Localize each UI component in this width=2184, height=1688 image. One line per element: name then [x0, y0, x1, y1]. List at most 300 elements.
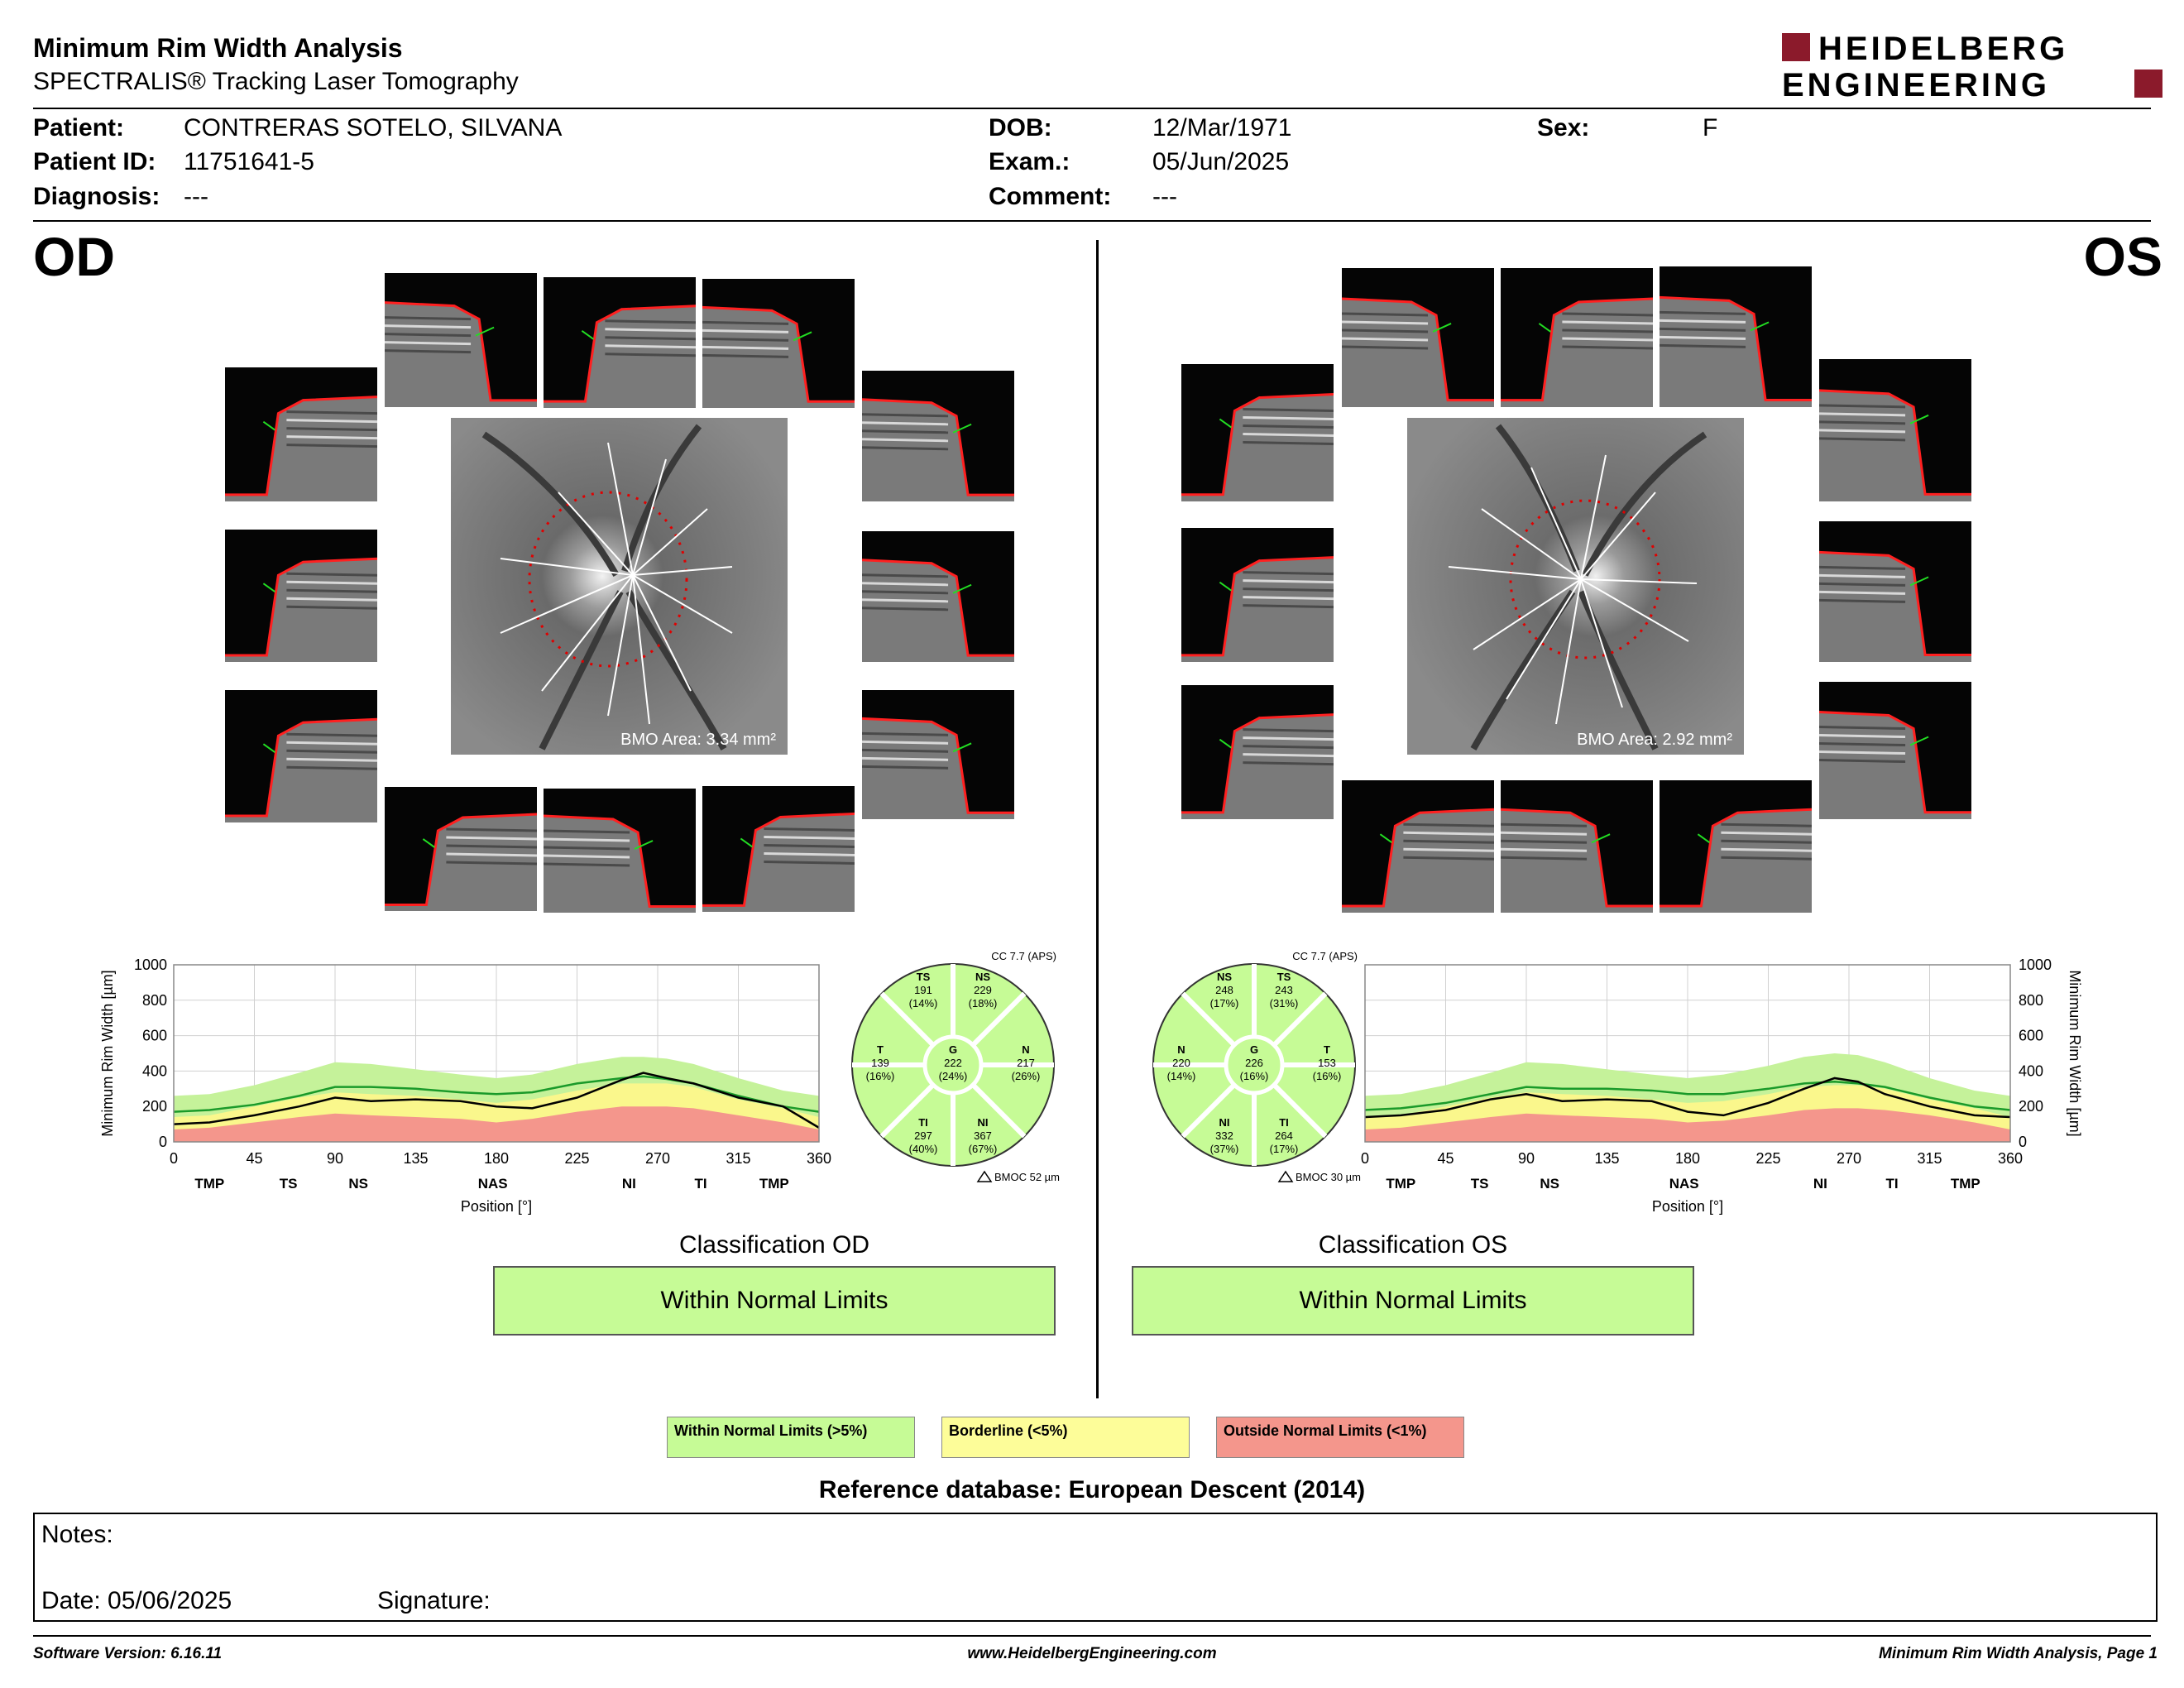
- bscan-layer: [286, 607, 377, 608]
- bscan-layer: [385, 318, 471, 319]
- x-tick-label: 0: [1360, 1150, 1370, 1167]
- bscan-layer: [1819, 592, 1905, 593]
- os-rim-width-chart: [1357, 952, 2101, 1233]
- bscan-layer: [1819, 744, 1905, 746]
- os-bscan: [1342, 268, 1494, 407]
- bscan-layer: [286, 759, 377, 760]
- bscan-layer: [1721, 849, 1812, 851]
- od-bscan: [385, 273, 537, 407]
- bscan-layer: [1243, 418, 1334, 420]
- y-tick-label: 1000: [133, 957, 167, 973]
- legend-outside-normal: Outside Normal Limits (<1%): [1216, 1417, 1464, 1458]
- bscan-layer: [1819, 736, 1905, 737]
- bscan-layer: [1243, 410, 1334, 411]
- bscan-layer: [1243, 581, 1334, 583]
- bscan-layer: [1562, 314, 1653, 315]
- x-tick-label: 225: [1755, 1150, 1781, 1167]
- sector-value: 367: [974, 1129, 992, 1142]
- bscan-layer: [1501, 824, 1587, 826]
- bscan-layer: [446, 854, 537, 856]
- patient-label: Patient:: [33, 114, 125, 141]
- bscan-layer: [1562, 347, 1653, 348]
- sector-label: TMP: [1950, 1176, 1980, 1192]
- bscan-layer: [764, 845, 855, 846]
- x-tick-label: 360: [1997, 1150, 2024, 1167]
- cc-label: CC 7.7 (APS): [991, 950, 1056, 962]
- bscan-layer: [862, 439, 948, 441]
- bscan-layer: [1501, 832, 1587, 834]
- bmoc-label: BMOC 30 µm: [1296, 1171, 1362, 1183]
- mrw-marker: [582, 331, 593, 339]
- sector-label: NAS: [477, 1176, 508, 1192]
- sector-name: TI: [918, 1116, 928, 1129]
- y-tick-label: 200: [2019, 1098, 2044, 1115]
- bscan-layer: [1721, 832, 1812, 834]
- header-divider: [33, 108, 2151, 109]
- bscan-layer: [1819, 405, 1905, 407]
- sector-percent: (26%): [1011, 1070, 1041, 1082]
- logo-line1: HEIDELBERG: [1818, 31, 2069, 67]
- bscan-layer: [702, 338, 788, 340]
- bscan-layer: [1243, 755, 1334, 756]
- x-tick-label: 270: [1836, 1150, 1862, 1167]
- bscan-layer: [1342, 338, 1428, 340]
- mrw-marker: [1219, 740, 1231, 748]
- od-sector-chart: [837, 945, 1069, 1185]
- notes-box[interactable]: [33, 1513, 2158, 1622]
- os-bscan: [1819, 682, 1971, 819]
- bscan-layer: [286, 742, 377, 744]
- cc-label: CC 7.7 (APS): [1292, 950, 1358, 962]
- sector-name: N: [1022, 1043, 1030, 1056]
- report-subtitle: SPECTRALIS® Tracking Laser Tomography: [33, 68, 519, 95]
- sector-value: 153: [1318, 1057, 1336, 1069]
- bscan-layer: [1243, 589, 1334, 591]
- sector-label: NS: [348, 1176, 368, 1192]
- sector-name: NS: [975, 971, 991, 983]
- bscan-layer: [286, 767, 377, 769]
- y-tick-label: 0: [2019, 1134, 2028, 1150]
- os-classification-title: Classification OS: [1318, 1231, 1508, 1259]
- sector-percent: (14%): [908, 997, 938, 1009]
- os-bscan: [1660, 780, 1812, 913]
- info-divider: [33, 220, 2151, 222]
- bscan-layer: [385, 343, 471, 344]
- sector-value: 139: [871, 1057, 889, 1069]
- bscan-layer: [544, 847, 630, 849]
- sector-percent: (17%): [1269, 1143, 1299, 1155]
- sector-name: T: [877, 1043, 884, 1056]
- os-bscan: [1819, 359, 1971, 501]
- bscan-layer: [1819, 600, 1905, 602]
- bscan-layer: [1403, 841, 1494, 842]
- comment-value: ---: [1152, 183, 1177, 210]
- bscan-layer: [1501, 857, 1587, 859]
- bscan-layer: [1403, 849, 1494, 851]
- bscan-layer: [862, 575, 948, 577]
- bscan-layer: [1243, 443, 1334, 444]
- sector-label: TMP: [194, 1176, 225, 1192]
- os-fundus-image: [1407, 418, 1744, 755]
- mrw-marker: [263, 744, 275, 752]
- od-bscan: [544, 277, 696, 408]
- bscan-layer: [544, 856, 630, 857]
- patient-id-label: Patient ID:: [33, 148, 156, 175]
- sex-value: F: [1703, 114, 1718, 141]
- bscan-layer: [1721, 841, 1812, 842]
- y-tick-label: 400: [141, 1062, 167, 1080]
- bscan-layer: [862, 592, 948, 593]
- bscan-layer: [1243, 573, 1334, 574]
- bscan-layer: [764, 828, 855, 830]
- footer-divider: [33, 1635, 2151, 1637]
- mrw-marker: [1698, 834, 1709, 842]
- bscan-layer: [1819, 583, 1905, 585]
- sector-label: NAS: [1669, 1176, 1699, 1192]
- od-bscan: [544, 789, 696, 913]
- sector-percent: (17%): [1209, 997, 1239, 1009]
- bscan-layer: [1243, 746, 1334, 748]
- sector-value: 297: [914, 1129, 932, 1142]
- sector-percent: (14%): [1166, 1070, 1196, 1082]
- bscan-layer: [1562, 338, 1653, 340]
- software-version: Software Version: 6.16.11: [33, 1645, 223, 1662]
- website-link[interactable]: www.HeidelbergEngineering.com: [967, 1645, 1217, 1662]
- dob-label: DOB:: [989, 114, 1052, 141]
- bscan-layer: [544, 864, 630, 866]
- mrw-marker: [263, 583, 275, 592]
- sector-value: 243: [1275, 984, 1293, 996]
- os-sector-chart: [1138, 945, 1370, 1185]
- bscan-layer: [1342, 314, 1428, 315]
- sector-name: N: [1177, 1043, 1185, 1056]
- bscan-layer: [862, 750, 948, 751]
- bscan-layer: [702, 322, 788, 324]
- x-tick-label: 180: [1674, 1150, 1701, 1167]
- sector-name: NI: [1219, 1116, 1230, 1129]
- mrw-marker: [263, 422, 275, 430]
- bscan-layer: [446, 829, 537, 831]
- sector-label: TS: [1470, 1176, 1489, 1192]
- od-bmo-area: BMO Area: 3.34 mm²: [620, 731, 776, 749]
- bscan-layer: [1819, 430, 1905, 432]
- sector-name: TS: [1276, 971, 1291, 983]
- x-tick-label: 360: [806, 1150, 832, 1167]
- bscan-layer: [1660, 328, 1746, 330]
- bscan-layer: [286, 437, 377, 439]
- bscan-layer: [605, 329, 696, 331]
- x-tick-label: 135: [403, 1150, 429, 1167]
- patient-value: CONTRERAS SOTELO, SILVANA: [184, 114, 563, 141]
- sector-percent: (18%): [968, 997, 998, 1009]
- sector-name: G: [1249, 1043, 1259, 1056]
- bscan-layer: [286, 582, 377, 583]
- od-label: OD: [33, 226, 115, 287]
- x-tick-label: 135: [1594, 1150, 1620, 1167]
- x-axis-label: Position [°]: [1651, 1198, 1724, 1215]
- os-bscan: [1819, 521, 1971, 662]
- bscan-layer: [1660, 345, 1746, 347]
- y-tick-label: 1000: [2019, 957, 2052, 973]
- bscan-layer: [1819, 727, 1905, 729]
- bscan-layer: [385, 326, 471, 328]
- eye-divider: [1096, 240, 1099, 1398]
- os-bscan: [1342, 780, 1494, 913]
- bscan-layer: [446, 846, 537, 847]
- bscan-layer: [764, 853, 855, 855]
- os-bscan: [1181, 685, 1334, 819]
- bscan-layer: [1243, 606, 1334, 607]
- os-bscan: [1181, 528, 1334, 662]
- exam-value: 05/Jun/2025: [1152, 148, 1290, 175]
- sector-name: T: [1324, 1043, 1330, 1056]
- sector-label: NI: [1813, 1176, 1827, 1192]
- x-tick-label: 225: [564, 1150, 590, 1167]
- bscan-layer: [1660, 337, 1746, 338]
- sector-percent: (16%): [865, 1070, 895, 1082]
- sector-value: 332: [1215, 1129, 1233, 1142]
- bscan-layer: [1403, 824, 1494, 826]
- patient-id-value: 11751641-5: [184, 148, 314, 175]
- sector-value: 220: [1172, 1057, 1190, 1069]
- sector-value: 264: [1275, 1129, 1293, 1142]
- bscan-layer: [286, 429, 377, 430]
- sector-percent: (16%): [1239, 1070, 1269, 1082]
- signature-label: Signature:: [377, 1587, 491, 1614]
- bscan-layer: [1819, 439, 1905, 440]
- os-classification-result: Within Normal Limits: [1132, 1266, 1694, 1336]
- bscan-layer: [385, 334, 471, 336]
- bscan-layer: [1501, 849, 1587, 851]
- od-bscan: [225, 690, 377, 822]
- od-bscan: [862, 531, 1014, 662]
- x-tick-label: 45: [246, 1150, 263, 1167]
- bscan-layer: [1721, 824, 1812, 826]
- mrw-marker: [423, 839, 434, 847]
- sector-label: TI: [1885, 1176, 1899, 1192]
- y-tick-label: 800: [2019, 991, 2044, 1009]
- os-bscan: [1181, 364, 1334, 501]
- od-bscan: [862, 371, 1014, 501]
- od-bscan: [862, 690, 1014, 819]
- bscan-layer: [862, 608, 948, 610]
- y-tick-label: 0: [158, 1134, 167, 1150]
- bscan-layer: [1501, 841, 1587, 842]
- bscan-layer: [286, 598, 377, 600]
- bscan-layer: [446, 862, 537, 864]
- sector-label: NI: [621, 1176, 636, 1192]
- mrw-marker: [1539, 324, 1550, 332]
- bscan-layer: [862, 766, 948, 768]
- bscan-layer: [1819, 760, 1905, 762]
- report-title: Minimum Rim Width Analysis: [33, 33, 403, 63]
- bscan-layer: [385, 351, 471, 352]
- od-bscan: [702, 279, 855, 408]
- y-axis-label: Minimum Rim Width [µm]: [99, 970, 116, 1137]
- sector-percent: (37%): [1209, 1143, 1239, 1155]
- bscan-layer: [286, 573, 377, 575]
- page-label: Minimum Rim Width Analysis, Page 1: [1879, 1645, 2158, 1662]
- bscan-layer: [605, 338, 696, 339]
- bscan-layer: [286, 412, 377, 414]
- od-bscan: [385, 787, 537, 911]
- legend-borderline: Borderline (<5%): [941, 1417, 1190, 1458]
- bscan-layer: [1819, 575, 1905, 577]
- bscan-layer: [862, 733, 948, 735]
- sector-label: TMP: [1386, 1176, 1416, 1192]
- bscan-layer: [1562, 322, 1653, 324]
- bscan-layer: [1819, 414, 1905, 415]
- bscan-layer: [605, 321, 696, 323]
- x-tick-label: 315: [1917, 1150, 1942, 1167]
- os-bscan: [1501, 268, 1653, 407]
- y-axis-label: Minimum Rim Width [µm]: [2067, 970, 2083, 1137]
- diagnosis-label: Diagnosis:: [33, 183, 160, 210]
- sector-name: TS: [916, 971, 931, 983]
- bscan-layer: [1660, 312, 1746, 314]
- sector-name: TI: [1279, 1116, 1289, 1129]
- od-bscan: [225, 367, 377, 501]
- os-label: OS: [2083, 226, 2162, 287]
- bscan-layer: [1342, 322, 1428, 324]
- mrw-marker: [740, 838, 752, 846]
- x-tick-label: 90: [326, 1150, 344, 1167]
- bscan-layer: [286, 590, 377, 592]
- od-fundus-image: [451, 418, 788, 755]
- bscan-layer: [862, 415, 948, 416]
- sector-name: NI: [977, 1116, 989, 1129]
- bscan-layer: [1819, 422, 1905, 424]
- sector-value: 226: [1245, 1057, 1263, 1069]
- x-axis-label: Position [°]: [460, 1198, 533, 1215]
- os-bscan: [1660, 266, 1812, 407]
- bscan-layer: [1243, 730, 1334, 731]
- bscan-layer: [1819, 567, 1905, 568]
- y-tick-label: 600: [141, 1027, 167, 1044]
- bscan-layer: [1721, 857, 1812, 859]
- bscan-layer: [605, 346, 696, 348]
- bscan-layer: [702, 347, 788, 348]
- x-tick-label: 180: [483, 1150, 510, 1167]
- bscan-layer: [1243, 434, 1334, 436]
- sector-value: 229: [974, 984, 992, 996]
- sector-percent: (31%): [1269, 997, 1299, 1009]
- bscan-layer: [1660, 320, 1746, 322]
- bscan-layer: [1243, 426, 1334, 428]
- date-label: Date: 05/06/2025: [41, 1587, 232, 1614]
- bscan-layer: [764, 861, 855, 863]
- y-tick-label: 800: [141, 991, 167, 1009]
- sector-percent: (67%): [968, 1143, 998, 1155]
- bscan-layer: [764, 837, 855, 838]
- os-bscan: [1501, 780, 1653, 913]
- reference-database: Reference database: European Descent (2014): [818, 1476, 1366, 1503]
- mrw-marker: [1380, 834, 1391, 842]
- bscan-layer: [702, 330, 788, 332]
- od-bscan: [702, 786, 855, 912]
- sector-label: NS: [1540, 1176, 1559, 1192]
- sector-percent: (40%): [908, 1143, 938, 1155]
- x-tick-label: 0: [169, 1150, 179, 1167]
- bscan-layer: [286, 734, 377, 736]
- bscan-layer: [1819, 752, 1905, 754]
- sector-percent: (24%): [938, 1070, 968, 1082]
- sector-value: 217: [1017, 1057, 1035, 1069]
- sector-value: 222: [944, 1057, 962, 1069]
- bscan-layer: [286, 445, 377, 447]
- od-bscan: [225, 530, 377, 662]
- sector-name: NS: [1216, 971, 1233, 983]
- delta-icon: [1279, 1172, 1292, 1182]
- x-tick-label: 90: [1517, 1150, 1535, 1167]
- bscan-layer: [862, 431, 948, 433]
- y-tick-label: 200: [141, 1098, 167, 1115]
- bscan-layer: [605, 354, 696, 356]
- logo-line2: ENGINEERING: [1782, 67, 2051, 101]
- bscan-layer: [1243, 597, 1334, 599]
- bscan-layer: [1403, 857, 1494, 859]
- bscan-layer: [862, 583, 948, 585]
- x-tick-label: 270: [644, 1150, 671, 1167]
- bscan-layer: [702, 355, 788, 357]
- os-bmo-area: BMO Area: 2.92 mm²: [1577, 731, 1732, 749]
- od-rim-width-chart: [91, 952, 836, 1233]
- bscan-layer: [1562, 330, 1653, 332]
- bscan-layer: [1342, 347, 1428, 348]
- sector-label: TS: [279, 1176, 298, 1192]
- sector-percent: (16%): [1312, 1070, 1342, 1082]
- od-classification-result: Within Normal Limits: [493, 1266, 1056, 1336]
- x-tick-label: 315: [726, 1150, 751, 1167]
- comment-label: Comment:: [989, 183, 1112, 210]
- bscan-layer: [862, 600, 948, 602]
- bscan-layer: [286, 750, 377, 752]
- sex-label: Sex:: [1537, 114, 1590, 141]
- sector-value: 191: [914, 984, 932, 996]
- bscan-layer: [862, 423, 948, 424]
- sector-name: G: [948, 1043, 958, 1056]
- delta-icon: [978, 1172, 991, 1182]
- bscan-layer: [862, 448, 948, 449]
- bscan-layer: [862, 758, 948, 760]
- mrw-marker: [1219, 583, 1231, 591]
- sector-label: TI: [694, 1176, 707, 1192]
- bscan-layer: [862, 741, 948, 743]
- dob-value: 12/Mar/1971: [1152, 114, 1292, 141]
- diagnosis-value: ---: [184, 183, 208, 210]
- od-classification-title: Classification OD: [678, 1231, 870, 1259]
- sector-label: TMP: [759, 1176, 789, 1192]
- bscan-layer: [1342, 330, 1428, 332]
- x-tick-label: 45: [1437, 1150, 1454, 1167]
- mrw-marker: [1219, 420, 1231, 428]
- bscan-layer: [544, 839, 630, 841]
- bscan-layer: [286, 420, 377, 422]
- bscan-layer: [1243, 763, 1334, 765]
- bscan-layer: [1403, 832, 1494, 834]
- sector-value: 248: [1215, 984, 1233, 996]
- legend-within-normal: Within Normal Limits (>5%): [667, 1417, 915, 1458]
- bscan-layer: [1243, 738, 1334, 740]
- heidelberg-logo: [1782, 30, 2162, 101]
- bmoc-label: BMOC 52 µm: [994, 1171, 1061, 1183]
- notes-label: Notes:: [41, 1521, 113, 1548]
- bscan-layer: [544, 831, 630, 832]
- y-tick-label: 600: [2019, 1027, 2044, 1044]
- exam-label: Exam.:: [989, 148, 1070, 175]
- bscan-layer: [446, 837, 537, 839]
- y-tick-label: 400: [2019, 1062, 2044, 1080]
